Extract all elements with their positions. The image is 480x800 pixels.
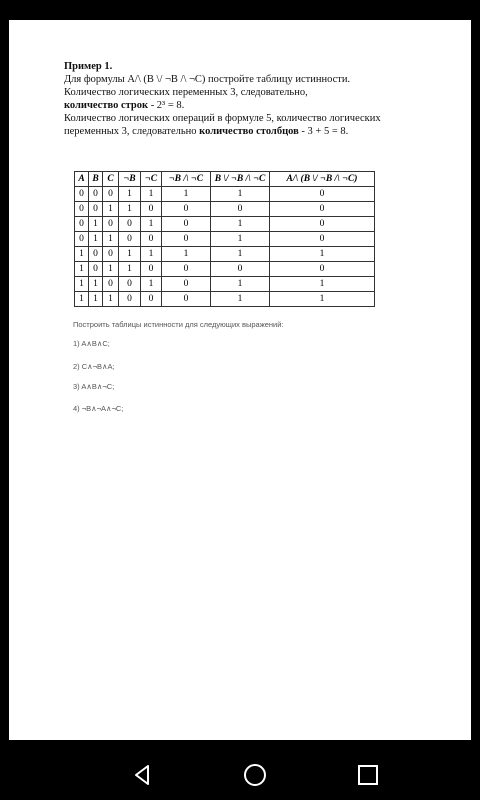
table-cell: 0 <box>89 262 103 277</box>
table-cell: 1 <box>162 247 211 262</box>
table-cell: 0 <box>211 202 270 217</box>
table-row <box>75 232 375 247</box>
table-cell: 1 <box>119 187 141 202</box>
back-icon <box>131 763 155 787</box>
table-cell: 1 <box>89 277 103 292</box>
table-cell: 0 <box>103 277 119 292</box>
cols-count-value: - 3 + 5 = 8. <box>298 126 349 137</box>
table-cell: 0 <box>141 232 162 247</box>
table-cell: 0 <box>162 292 211 307</box>
table-cell: 1 <box>211 247 270 262</box>
table-cell: 1 <box>211 217 270 232</box>
table-cell: 0 <box>75 232 89 247</box>
table-row <box>75 247 375 262</box>
recents-icon <box>356 763 380 787</box>
table-cell: 0 <box>75 187 89 202</box>
table-cell: 1 <box>103 202 119 217</box>
table-cell: 0 <box>270 232 375 247</box>
table-row <box>75 277 375 292</box>
home-icon <box>243 763 267 787</box>
back-button[interactable] <box>131 763 155 787</box>
table-cell: 0 <box>270 217 375 232</box>
table-header-cell: ¬C <box>141 172 162 187</box>
task-line: Для формулы A/\ (B \/ ¬B /\ ¬C) постройте таблицу истинности. <box>64 74 351 85</box>
table-cell: 1 <box>211 232 270 247</box>
table-cell: 0 <box>141 292 162 307</box>
table-row <box>75 217 375 232</box>
truth-table-body <box>75 187 375 307</box>
table-header-cell: B <box>89 172 103 187</box>
ops-line-2-prefix: переменных 3, следовательно <box>64 126 200 137</box>
rows-count-line <box>64 99 444 112</box>
table-cell: 1 <box>75 247 89 262</box>
table-cell: 0 <box>270 262 375 277</box>
recents-button[interactable] <box>356 763 380 787</box>
exercise-item: 3) A∧B∧¬C; <box>73 382 115 391</box>
document-text <box>64 60 444 138</box>
table-cell: 1 <box>119 262 141 277</box>
table-cell: 1 <box>103 292 119 307</box>
table-cell: 0 <box>270 202 375 217</box>
table-cell: 0 <box>89 187 103 202</box>
variables-line: Количество логических переменных 3, следовательно, <box>64 87 308 98</box>
status-bar <box>0 0 480 20</box>
table-cell: 0 <box>270 187 375 202</box>
table-cell: 0 <box>162 277 211 292</box>
table-cell: 1 <box>270 247 375 262</box>
table-cell: 1 <box>103 232 119 247</box>
table-row <box>75 202 375 217</box>
rows-count-label: количество строк <box>64 100 149 111</box>
navigation-bar <box>0 750 480 800</box>
table-cell: 1 <box>141 217 162 232</box>
table-cell: 1 <box>119 202 141 217</box>
table-cell: 0 <box>119 277 141 292</box>
table-cell: 1 <box>162 187 211 202</box>
table-cell: 1 <box>75 262 89 277</box>
table-cell: 0 <box>119 232 141 247</box>
table-row <box>75 262 375 277</box>
table-cell: 0 <box>211 262 270 277</box>
table-cell: 1 <box>75 292 89 307</box>
table-cell: 0 <box>75 202 89 217</box>
table-cell: 0 <box>119 292 141 307</box>
table-cell: 1 <box>270 277 375 292</box>
table-header-row <box>75 172 375 187</box>
table-cell: 1 <box>141 247 162 262</box>
table-cell: 1 <box>89 217 103 232</box>
table-cell: 0 <box>103 247 119 262</box>
table-header-cell: A/\ (B \/ ¬B /\ ¬C) <box>270 172 375 187</box>
table-cell: 0 <box>89 247 103 262</box>
table-cell: 0 <box>141 262 162 277</box>
table-cell: 1 <box>211 277 270 292</box>
table-cell: 0 <box>119 217 141 232</box>
table-cell: 1 <box>141 187 162 202</box>
table-cell: 1 <box>89 292 103 307</box>
table-cell: 0 <box>103 187 119 202</box>
ops-line-2 <box>64 125 444 138</box>
table-cell: 1 <box>141 277 162 292</box>
exercise-item: 4) ¬B∧¬A∧¬C; <box>73 404 124 413</box>
table-cell: 1 <box>75 277 89 292</box>
table-header-cell: ¬B <box>119 172 141 187</box>
table-cell: 1 <box>89 232 103 247</box>
truth-table <box>74 171 375 307</box>
exercises-heading: Построить таблицы истинности для следующих выражений: <box>73 320 284 329</box>
table-header-cell: B \/ ¬B /\ ¬C <box>211 172 270 187</box>
table-cell: 0 <box>162 262 211 277</box>
table-cell: 1 <box>211 187 270 202</box>
example-title: Пример 1. <box>64 61 113 72</box>
table-row <box>75 292 375 307</box>
table-row <box>75 187 375 202</box>
table-cell: 0 <box>89 202 103 217</box>
table-cell: 1 <box>119 247 141 262</box>
cols-count-label: количество столбцов <box>199 126 299 137</box>
table-cell: 1 <box>103 262 119 277</box>
table-header-cell: ¬B /\ ¬C <box>162 172 211 187</box>
exercise-item: 2) C∧¬B∧A; <box>73 362 115 371</box>
table-cell: 0 <box>103 217 119 232</box>
table-cell: 0 <box>162 202 211 217</box>
exercise-item: 1) A∧B∧C; <box>73 339 110 348</box>
ops-line-1: Количество логических операций в формуле 5, количество логических <box>64 113 381 124</box>
table-cell: 0 <box>75 217 89 232</box>
table-header-cell: C <box>103 172 119 187</box>
table-cell: 1 <box>270 292 375 307</box>
table-cell: 0 <box>162 232 211 247</box>
rows-count-value: - 2³ = 8. <box>148 100 185 111</box>
table-cell: 0 <box>162 217 211 232</box>
table-header-cell: A <box>75 172 89 187</box>
table-cell: 0 <box>141 202 162 217</box>
home-button[interactable] <box>243 763 267 787</box>
table-cell: 1 <box>211 292 270 307</box>
